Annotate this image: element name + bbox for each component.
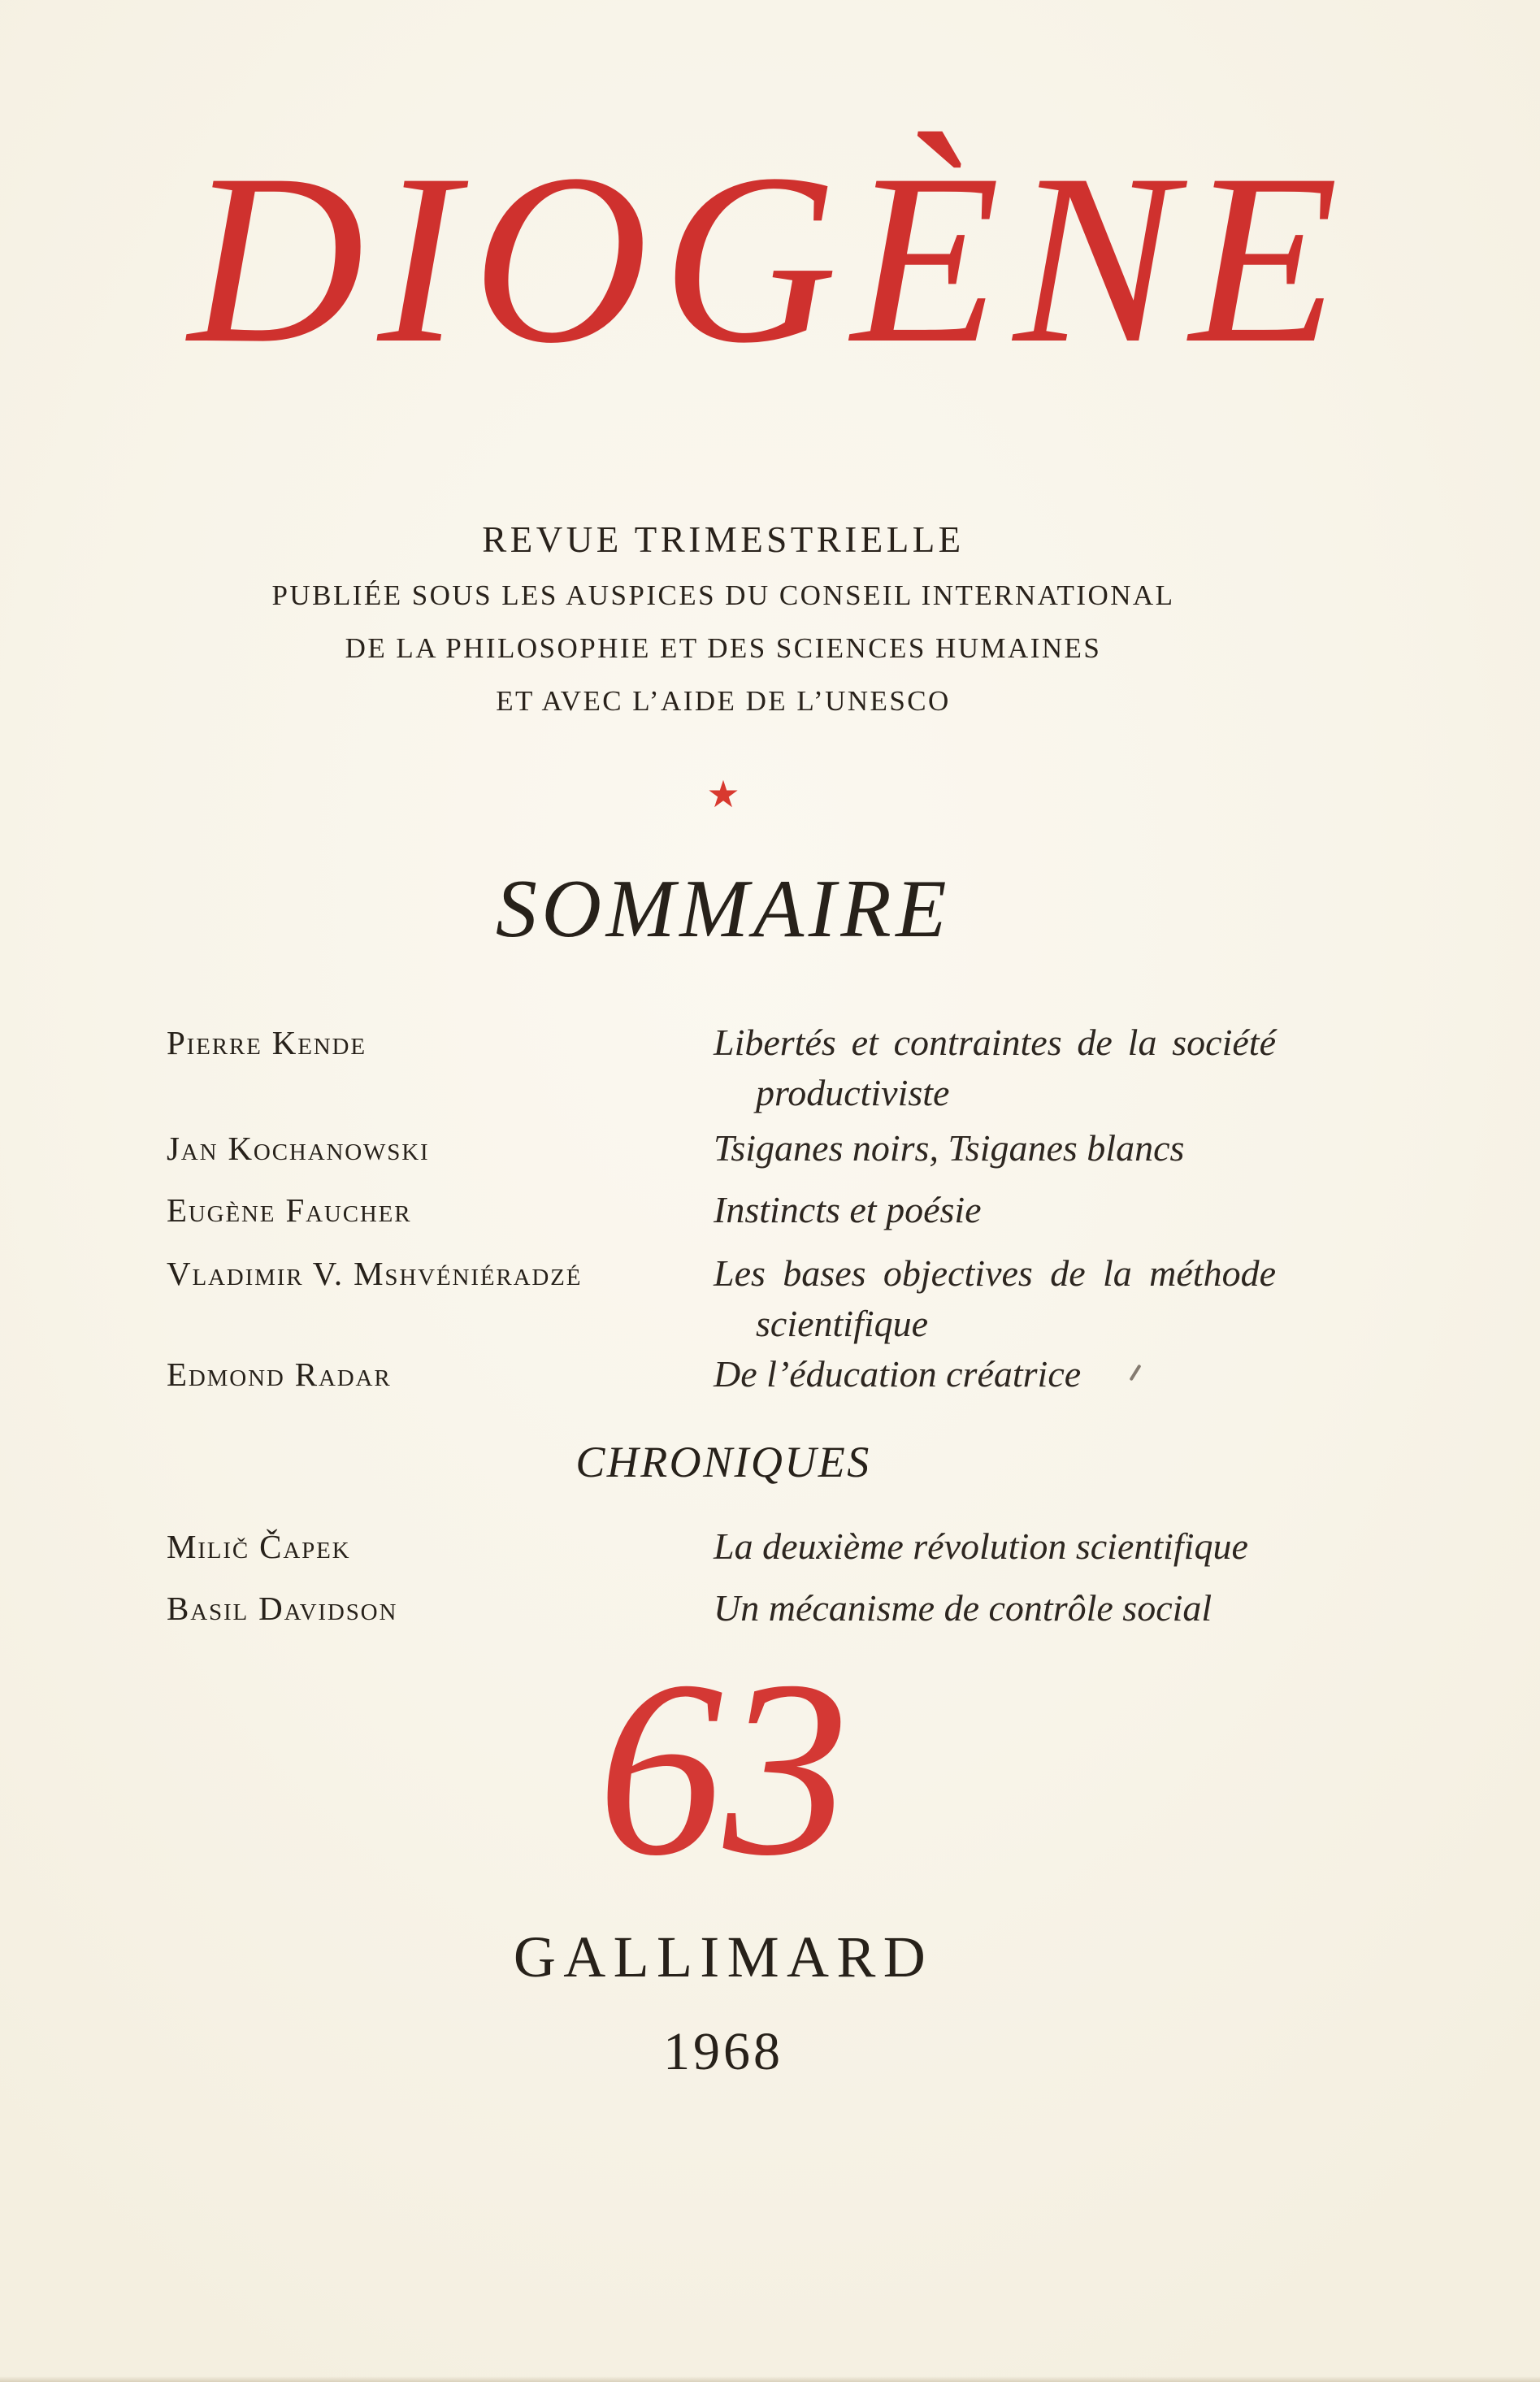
chroniques-row <box>167 1521 1321 1572</box>
toc-title <box>714 1248 1276 1349</box>
star-icon: ★ <box>706 774 740 815</box>
publisher-name: GALLIMARD <box>513 1924 934 1989</box>
toc-row <box>167 1349 1321 1399</box>
toc-title-line: Instincts et poésie <box>714 1189 982 1230</box>
toc-author: Eugène Faucher <box>167 1191 412 1229</box>
magazine-title: DIOGÈNE <box>188 124 1352 393</box>
toc-title-line: Un mécanisme de contrôle social <box>714 1587 1212 1629</box>
publication-year: 1968 <box>663 2022 783 2081</box>
chroniques-row <box>167 1583 1321 1634</box>
subtitle-main: REVUE TRIMESTRIELLE <box>482 519 965 560</box>
toc-title <box>714 1123 1276 1174</box>
toc-row <box>167 1248 1321 1349</box>
toc-author: Edmond Radar <box>167 1356 392 1393</box>
toc-title-line: De l’éducation créatrice <box>714 1353 1082 1395</box>
issue-number: 63 <box>597 1629 849 1908</box>
toc-author: Pierre Kende <box>167 1024 367 1061</box>
toc-title-line: Libertés et contraintes de la société <box>714 1022 1276 1063</box>
toc-title-line: La deuxième révolution scientifique <box>714 1525 1248 1567</box>
toc-title-line: Les bases objectives de la méthode <box>714 1252 1276 1294</box>
toc-row <box>167 1017 1321 1118</box>
toc-row <box>167 1185 1321 1235</box>
toc-title <box>714 1521 1276 1572</box>
toc-title <box>714 1349 1276 1399</box>
toc-author: Jan Kochanowski <box>167 1130 430 1167</box>
subtitle-block <box>122 519 1325 717</box>
chroniques-heading: CHRONIQUES <box>575 1438 871 1486</box>
toc-author: Milič Čapek <box>167 1528 351 1565</box>
toc-author: Vladimir V. Mshvéniéradzé <box>167 1255 583 1292</box>
toc-title-line: Tsiganes noirs, Tsiganes blancs <box>714 1127 1185 1169</box>
toc-row <box>167 1123 1321 1174</box>
toc-author: Basil Davidson <box>167 1590 398 1627</box>
toc-title <box>714 1017 1276 1118</box>
toc-title-line: productiviste <box>756 1072 950 1113</box>
sommaire-heading: SOMMAIRE <box>495 863 952 955</box>
toc-title <box>714 1185 1276 1235</box>
subtitle-line-3: ET AVEC L’AIDE DE L’UNESCO <box>496 685 951 717</box>
toc-title-line: scientifique <box>756 1303 929 1344</box>
subtitle-line-2: DE LA PHILOSOPHIE ET DES SCIENCES HUMAINES <box>345 632 1102 664</box>
subtitle-line-1: PUBLIÉE SOUS LES AUSPICES DU CONSEIL INTERNATIONAL <box>271 579 1175 611</box>
toc-title <box>714 1583 1276 1634</box>
